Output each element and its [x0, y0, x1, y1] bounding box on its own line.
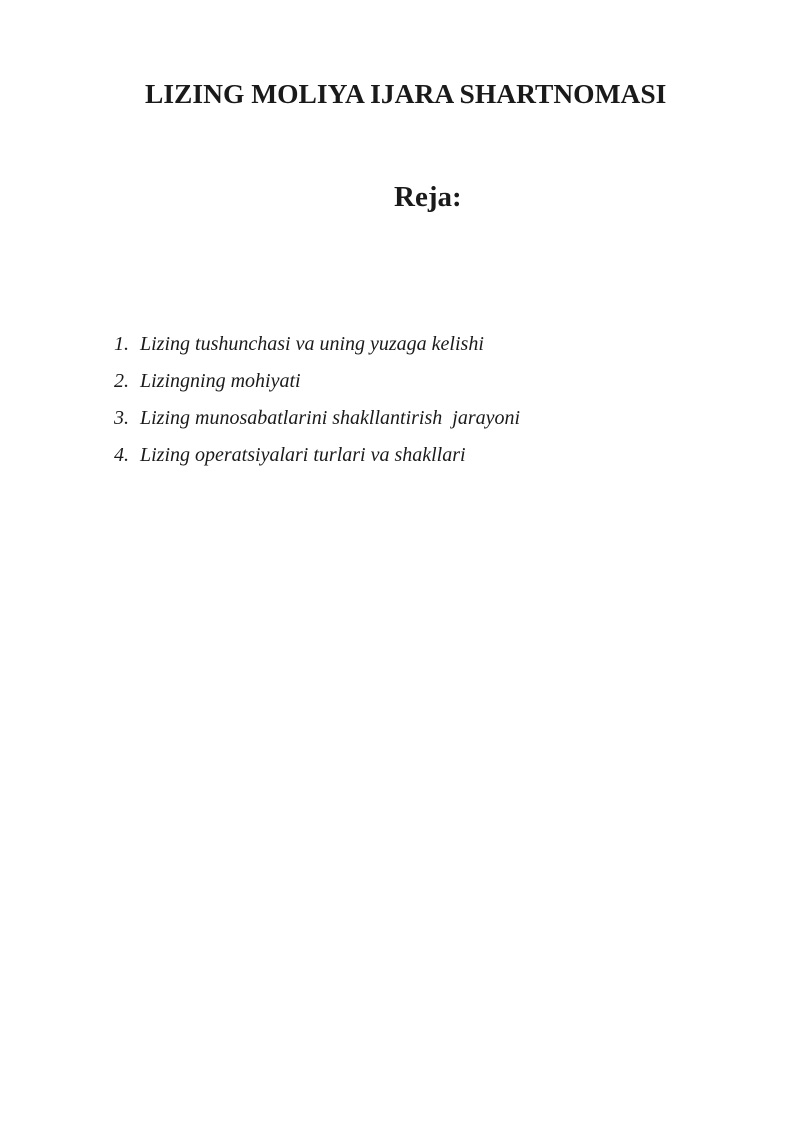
plan-item	[114, 328, 520, 365]
plan-item-text: Lizingning mohiyati	[140, 370, 301, 392]
plan-item-number: 4.	[114, 444, 129, 466]
plan-item-number: 3.	[114, 407, 129, 429]
plan-item	[114, 402, 520, 439]
document-title: LIZING MOLIYA IJARA SHARTNOMASI	[145, 78, 667, 109]
plan-item-number: 1.	[114, 333, 129, 355]
plan-list	[114, 328, 520, 476]
plan-item-number: 2.	[114, 370, 129, 392]
plan-item	[114, 365, 520, 402]
plan-item	[114, 439, 520, 476]
plan-item-text: Lizing tushunchasi va uning yuzaga kelishi	[140, 333, 484, 355]
plan-item-text: Lizing munosabatlarini shakllantirish jarayoni	[140, 407, 521, 429]
plan-item-text: Lizing operatsiyalari turlari va shakllari	[140, 444, 466, 466]
plan-heading: Reja:	[394, 181, 462, 213]
